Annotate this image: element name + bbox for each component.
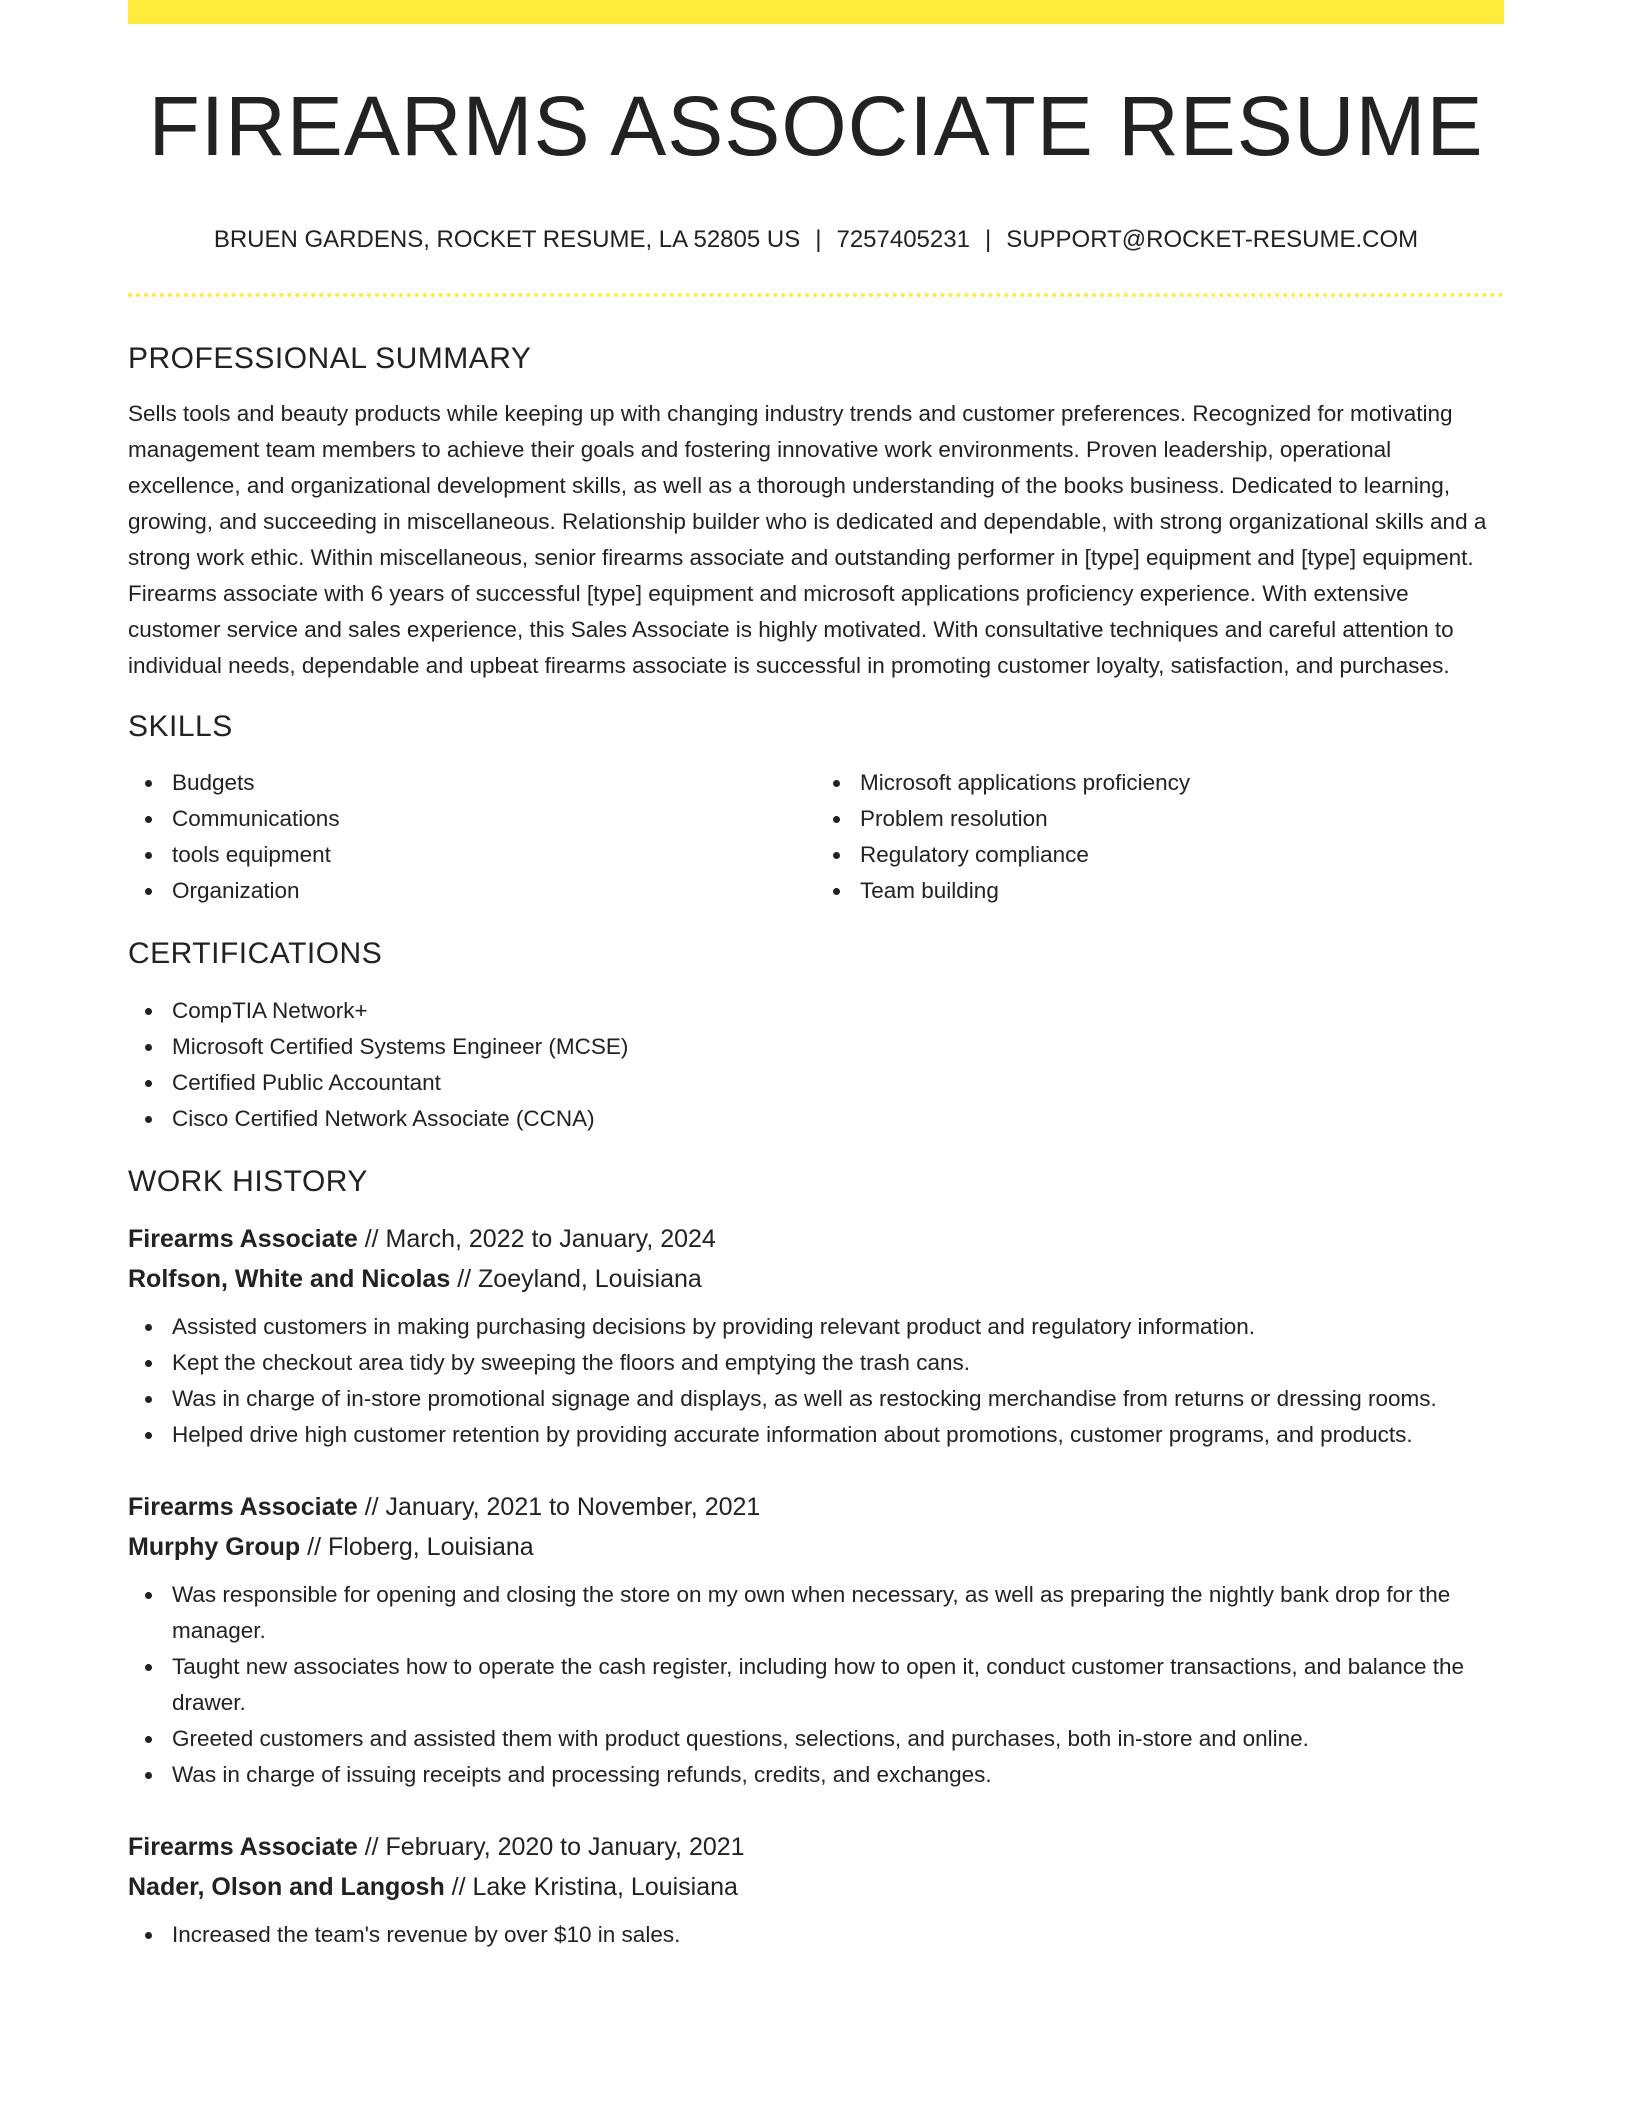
job-role: Firearms Associate [128, 1224, 358, 1253]
job-bullet: Taught new associates how to operate the cash register, including how to open it, conduct customer transactions, and balance the drawer. [128, 1649, 1504, 1721]
job-company: Nader, Olson and Langosh [128, 1872, 445, 1901]
summary-text: Sells tools and beauty products while keeping up with changing industry trends and customer preferences. Recognized for motivating management team members to achieve their goals and fostering innovative work environments. Proven leadership, operational excellence, and organizational development skills, as well as a thorough understanding of the books business. Dedicated to learning, growing, and succeeding in miscellaneous. Relationship builder who is dedicated and dependable, with strong organizational skills and a strong work ethic. Within miscellaneous, senior firearms associate and outstanding performer in [type] equipment and [type] equipment. Firearms associate with 6 years of successful [type] equipment and microsoft applications proficiency experience. With extensive customer service and sales experience, this Sales Associate is highly motivated. With consultative techniques and careful attention to individual needs, dependable and upbeat firearms associate is successful in promoting customer loyalty, satisfaction, and purchases. [128, 400, 1487, 678]
dotted-divider [128, 293, 1504, 297]
job-location: // Floberg, Louisiana [300, 1532, 534, 1561]
job-bullets [128, 1577, 1504, 1793]
job-title-line [128, 1219, 1504, 1259]
job-bullets [128, 1917, 1504, 1953]
job-bullet: Was in charge of in-store promotional signage and displays, as well as restocking merchandise from returns or dressing rooms. [128, 1381, 1504, 1417]
job-company-line [128, 1867, 1504, 1907]
contact-email[interactable]: SUPPORT@ROCKET-RESUME.COM [1006, 226, 1419, 254]
resume-title: FIREARMS ASSOCIATE RESUME [148, 79, 1484, 173]
job-company-line [128, 1527, 1504, 1567]
job-bullet: Was responsible for opening and closing the store on my own when necessary, as well as preparing the nightly bank drop for the manager. [128, 1577, 1504, 1649]
skill-item: Microsoft applications proficiency [816, 765, 1504, 801]
job-location: // Lake Kristina, Louisiana [444, 1872, 738, 1901]
skills-grid [128, 765, 1504, 909]
job-bullet: Helped drive high customer retention by providing accurate information about promotions, customer programs, and products. [128, 1417, 1504, 1453]
job-company: Rolfson, White and Nicolas [128, 1264, 451, 1293]
job-entry [128, 1487, 1504, 1793]
certification-item: Microsoft Certified Systems Engineer (MCSE) [128, 1029, 1504, 1065]
accent-bar [128, 0, 1504, 24]
job-dates: // February, 2020 to January, 2021 [357, 1832, 745, 1861]
skill-item: Problem resolution [816, 801, 1504, 837]
job-bullets [128, 1309, 1504, 1453]
job-entry [128, 1219, 1504, 1453]
work-history-heading: WORK HISTORY [128, 1164, 368, 1198]
certifications-heading: CERTIFICATIONS [128, 936, 383, 970]
job-title-line [128, 1487, 1504, 1527]
job-entry [128, 1827, 1504, 1953]
certification-item: CompTIA Network+ [128, 993, 1504, 1029]
skill-item: Regulatory compliance [816, 837, 1504, 873]
job-bullet: Greeted customers and assisted them with product questions, selections, and purchases, both in-store and online. [128, 1721, 1504, 1757]
skills-left-list [128, 765, 816, 909]
contact-address: BRUEN GARDENS, ROCKET RESUME, LA 52805 US [213, 226, 801, 254]
skill-item: Communications [128, 801, 816, 837]
contact-phone: 7257405231 [836, 226, 970, 254]
skill-item: Team building [816, 873, 1504, 909]
job-role: Firearms Associate [128, 1492, 358, 1521]
summary-heading: PROFESSIONAL SUMMARY [128, 341, 532, 375]
job-title-line [128, 1827, 1504, 1867]
skill-item: Budgets [128, 765, 816, 801]
job-dates: // March, 2022 to January, 2024 [357, 1224, 716, 1253]
job-company: Murphy Group [128, 1532, 301, 1561]
contact-separator: | [984, 226, 992, 254]
job-role: Firearms Associate [128, 1832, 358, 1861]
skill-item: tools equipment [128, 837, 816, 873]
job-dates: // January, 2021 to November, 2021 [357, 1492, 761, 1521]
job-bullet: Was in charge of issuing receipts and processing refunds, credits, and exchanges. [128, 1757, 1504, 1793]
job-company-line [128, 1259, 1504, 1299]
skills-heading: SKILLS [128, 709, 233, 743]
certifications-list [128, 993, 1504, 1137]
contact-line [128, 226, 1504, 255]
certification-item: Cisco Certified Network Associate (CCNA) [128, 1101, 1504, 1137]
certification-item: Certified Public Accountant [128, 1065, 1504, 1101]
skill-item: Organization [128, 873, 816, 909]
job-location: // Zoeyland, Louisiana [450, 1264, 702, 1293]
contact-separator: | [815, 226, 822, 254]
job-bullet: Assisted customers in making purchasing decisions by providing relevant product and regulatory information. [128, 1309, 1504, 1345]
skills-right-list [816, 765, 1504, 909]
job-bullet: Kept the checkout area tidy by sweeping the floors and emptying the trash cans. [128, 1345, 1504, 1381]
job-bullet: Increased the team's revenue by over $10 in sales. [128, 1917, 1504, 1953]
